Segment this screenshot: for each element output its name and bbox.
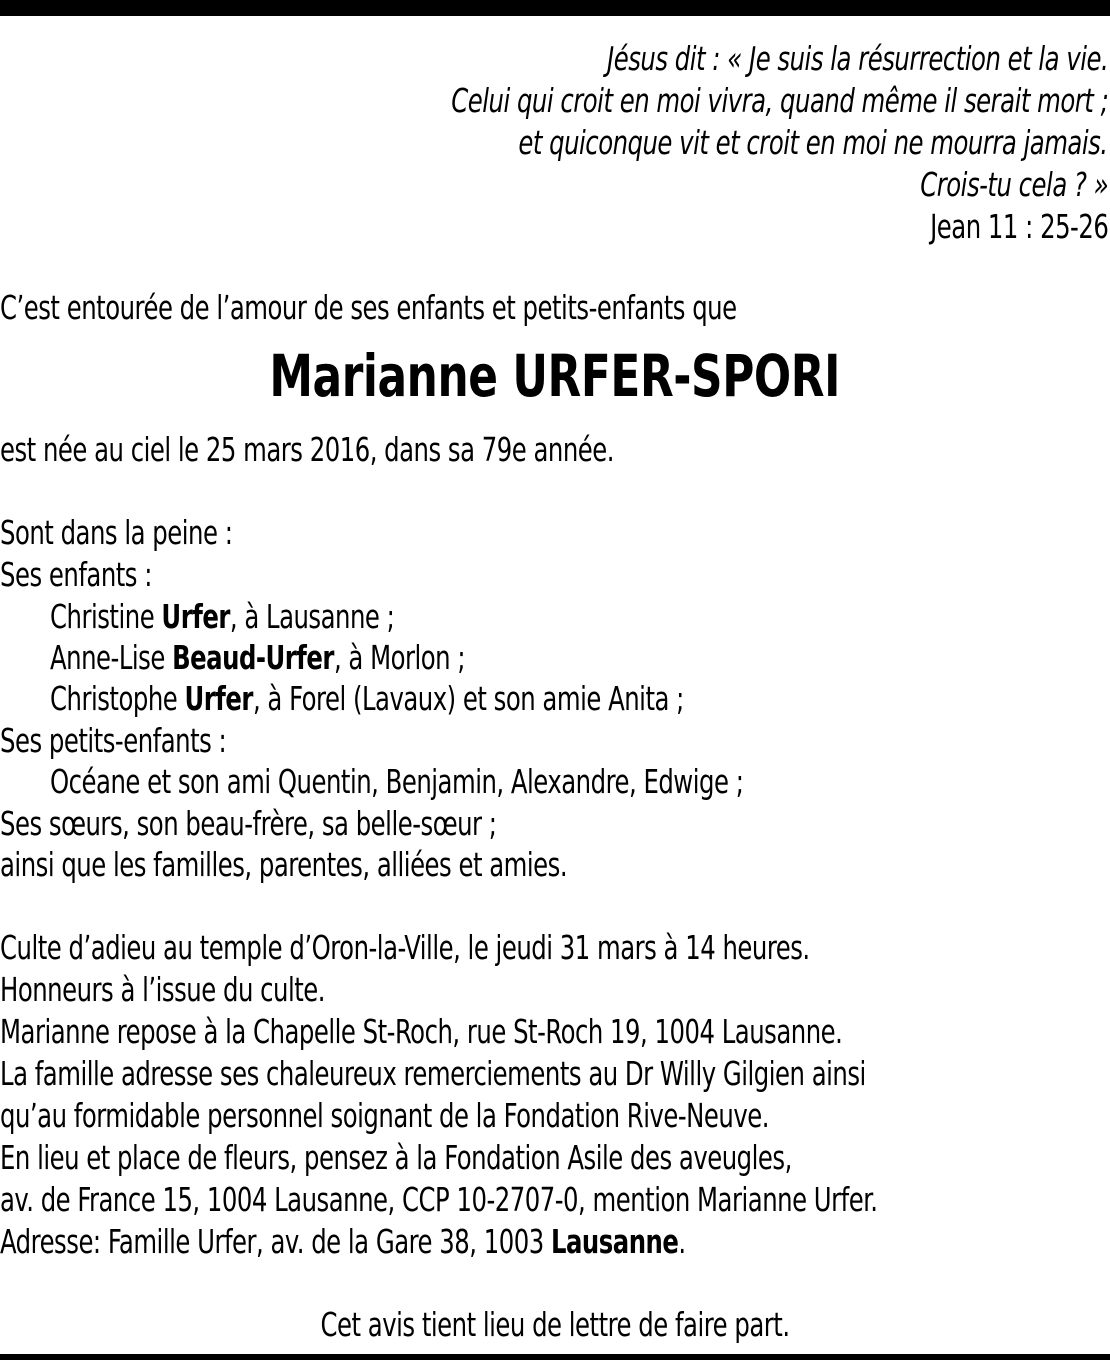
- children-heading: Ses enfants :: [0, 555, 152, 594]
- child-item: Anne-Lise Beaud-Urfer, à Morlon ;: [50, 638, 466, 677]
- thanks-line: La famille adresse ses chaleureux remerciements au Dr Willy Gilgien ainsi: [0, 1054, 866, 1093]
- intro-text: C’est entourée de l’amour de ses enfants et petits-enfants que: [0, 288, 737, 327]
- deceased-name: Marianne URFER-SPORI: [269, 342, 841, 410]
- siblings-line: Ses sœurs, son beau-frère, sa belle-sœur ;: [0, 804, 497, 843]
- mourners-heading: Sont dans la peine :: [0, 513, 233, 552]
- thanks-line-2: qu’au formidable personnel soignant de la Fondation Rive-Neuve.: [0, 1096, 769, 1135]
- verse-line-2: Celui qui croit en moi vivra, quand même il serait mort ;: [450, 81, 1108, 120]
- verse-reference: Jean 11 : 25-26: [929, 207, 1108, 246]
- child-item: Christophe Urfer, à Forel (Lavaux) et son amie Anita ;: [50, 679, 684, 718]
- honours-line: Honneurs à l’issue du culte.: [0, 970, 326, 1009]
- grandchildren-names: Océane et son ami Quentin, Benjamin, Alexandre, Edwige ;: [50, 762, 744, 801]
- grandchildren-heading: Ses petits-enfants :: [0, 721, 227, 760]
- donation-line: En lieu et place de fleurs, pensez à la Fondation Asile des aveugles,: [0, 1138, 792, 1177]
- closing-note: Cet avis tient lieu de lettre de faire part.: [320, 1305, 790, 1344]
- verse-line-3: et quiconque vit et croit en moi ne mourra jamais.: [518, 123, 1108, 162]
- bottom-border-rule: [0, 1354, 1110, 1360]
- verse-line-4: Crois-tu cela ? »: [920, 165, 1108, 204]
- rest-place-line: Marianne repose à la Chapelle St-Roch, rue St-Roch 19, 1004 Lausanne.: [0, 1012, 843, 1051]
- verse-line-1: Jésus dit : « Je suis la résurrection et la vie.: [606, 39, 1108, 78]
- child-item: Christine Urfer, à Lausanne ;: [50, 597, 395, 636]
- donation-line-2: av. de France 15, 1004 Lausanne, CCP 10-2707-0, mention Marianne Urfer.: [0, 1180, 878, 1219]
- ceremony-line: Culte d’adieu au temple d’Oron-la-Ville, le jeudi 31 mars à 14 heures.: [0, 928, 810, 967]
- family-address: Adresse: Famille Urfer, av. de la Gare 38, 1003 Lausanne.: [0, 1222, 686, 1261]
- birth-line: est née au ciel le 25 mars 2016, dans sa 79e année.: [0, 430, 615, 469]
- top-border-rule: [0, 0, 1110, 16]
- families-line: ainsi que les familles, parentes, alliées et amies.: [0, 845, 568, 884]
